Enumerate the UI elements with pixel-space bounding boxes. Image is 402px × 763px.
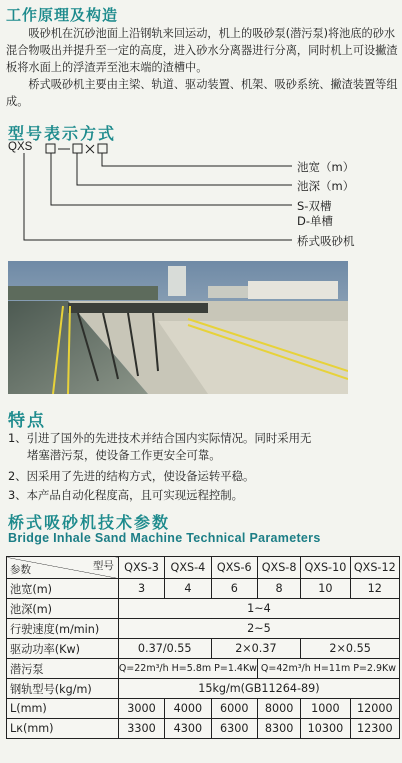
model-code-prefix: QXS (8, 141, 33, 153)
table-row (7, 659, 400, 679)
table-cell: 12 (350, 579, 399, 599)
principle-paragraph: 吸砂机在沉砂池面上沿钢轨来回运动，机上的吸砂泵(潜污泵)将池底的砂水混合物吸出并提升至一定的高度，进入砂水分离器进行分离，同时机上可设撇渣板将水面上的浮渣弄至池末端的渣槽中。 (6, 27, 398, 74)
table-cell: 4300 (165, 719, 211, 739)
table-cell: 3300 (118, 719, 164, 739)
row-label: Lк(mm) (7, 719, 119, 739)
row-label: 行驶速度(m/min) (7, 619, 119, 639)
table-row (7, 599, 400, 619)
table-cell: 8300 (257, 719, 300, 739)
row-label: 驱动功率(Kw) (7, 639, 119, 659)
structure-paragraph: 桥式吸砂机主要由主梁、轨道、驱动装置、机架、吸砂系统、撇渣装置等组成。 (6, 78, 398, 108)
table-cell: Q=22m³/h H=5.8m P=1.4Kw (118, 659, 257, 679)
table-cell: 1~4 (118, 599, 399, 619)
table-cell: 2×0.37 (211, 639, 301, 659)
section-title-features: 特点 (8, 411, 46, 431)
table-cell: 10 (301, 579, 350, 599)
model-header: QXS-12 (350, 557, 399, 579)
code-box-1 (46, 144, 55, 153)
table-cell: 12000 (350, 699, 399, 719)
photo-illustration (8, 261, 348, 394)
model-code-diagram (0, 140, 402, 255)
table-cell: 3 (118, 579, 164, 599)
row-label: 池宽(m) (7, 579, 119, 599)
code-box-2 (73, 144, 82, 153)
table-cell: 2~5 (118, 619, 399, 639)
table-cell: 2×0.55 (301, 639, 400, 659)
feature-item-1: 1、引进了国外的先进技术并结合国内实际情况。同时采用无 (8, 431, 312, 445)
corner-label-model: 型号 (92, 560, 114, 572)
label-pool-width: 池宽（m） (297, 160, 355, 174)
feature-item-3: 3、本产品自动化程度高，且可实现远程控制。 (8, 488, 244, 502)
section-title-model: 型号表示方式 (8, 124, 117, 143)
table-cell: 6 (211, 579, 257, 599)
label-pool-depth: 池深（m） (297, 179, 355, 193)
params-table (6, 556, 400, 739)
model-header: QXS-6 (211, 557, 257, 579)
table-cell: 6000 (211, 699, 257, 719)
table-row (7, 579, 400, 599)
table-cell: 15kg/m(GB11264-89) (118, 679, 399, 699)
table-header-row (7, 557, 400, 579)
table-row (7, 639, 400, 659)
table-cell: 8 (257, 579, 300, 599)
feature-item-2: 2、因采用了先进的结构方式，使设备运转平稳。 (8, 469, 255, 483)
row-label: L(mm) (7, 699, 119, 719)
row-label: 钢轨型号(kg/m) (7, 679, 119, 699)
table-cell: 4000 (165, 699, 211, 719)
row-label: 池深(m) (7, 599, 119, 619)
model-header: QXS-10 (301, 557, 350, 579)
feature-item-1-cont: 堵塞潜污泵，使设备工作更安全可靠。 (27, 448, 221, 462)
model-header: QXS-3 (118, 557, 164, 579)
table-row (7, 699, 400, 719)
table-cell: 8000 (257, 699, 300, 719)
code-box-3 (98, 144, 107, 153)
table-cell: 6300 (211, 719, 257, 739)
section-subtitle-params-en: Bridge Inhale Sand Machine Technical Parameters (8, 531, 321, 545)
table-row (7, 719, 400, 739)
label-double-trough: S-双槽 (297, 199, 332, 213)
label-single-trough: D-单槽 (297, 214, 334, 228)
model-header: QXS-8 (257, 557, 300, 579)
model-header: QXS-4 (165, 557, 211, 579)
installation-photo (8, 261, 348, 394)
section-title-params: 桥式吸砂机技术参数 (8, 513, 171, 532)
section-title-principle: 工作原理及构造 (6, 6, 119, 24)
table-row (7, 619, 400, 639)
table-cell: 0.37/0.55 (118, 639, 211, 659)
table-cell: 4 (165, 579, 211, 599)
row-label: 潜污泵 (7, 659, 119, 679)
table-cell: Q=42m³/h H=11m P=2.9Kw (257, 659, 399, 679)
table-cell: 3000 (118, 699, 164, 719)
label-bridge-sand-machine: 桥式吸砂机 (297, 234, 355, 248)
table-corner-cell (7, 557, 119, 579)
table-row (7, 679, 400, 699)
table-cell: 10300 (301, 719, 350, 739)
table-cell: 1000 (301, 699, 350, 719)
table-cell: 12300 (350, 719, 399, 739)
corner-label-param: 参数 (10, 564, 31, 576)
